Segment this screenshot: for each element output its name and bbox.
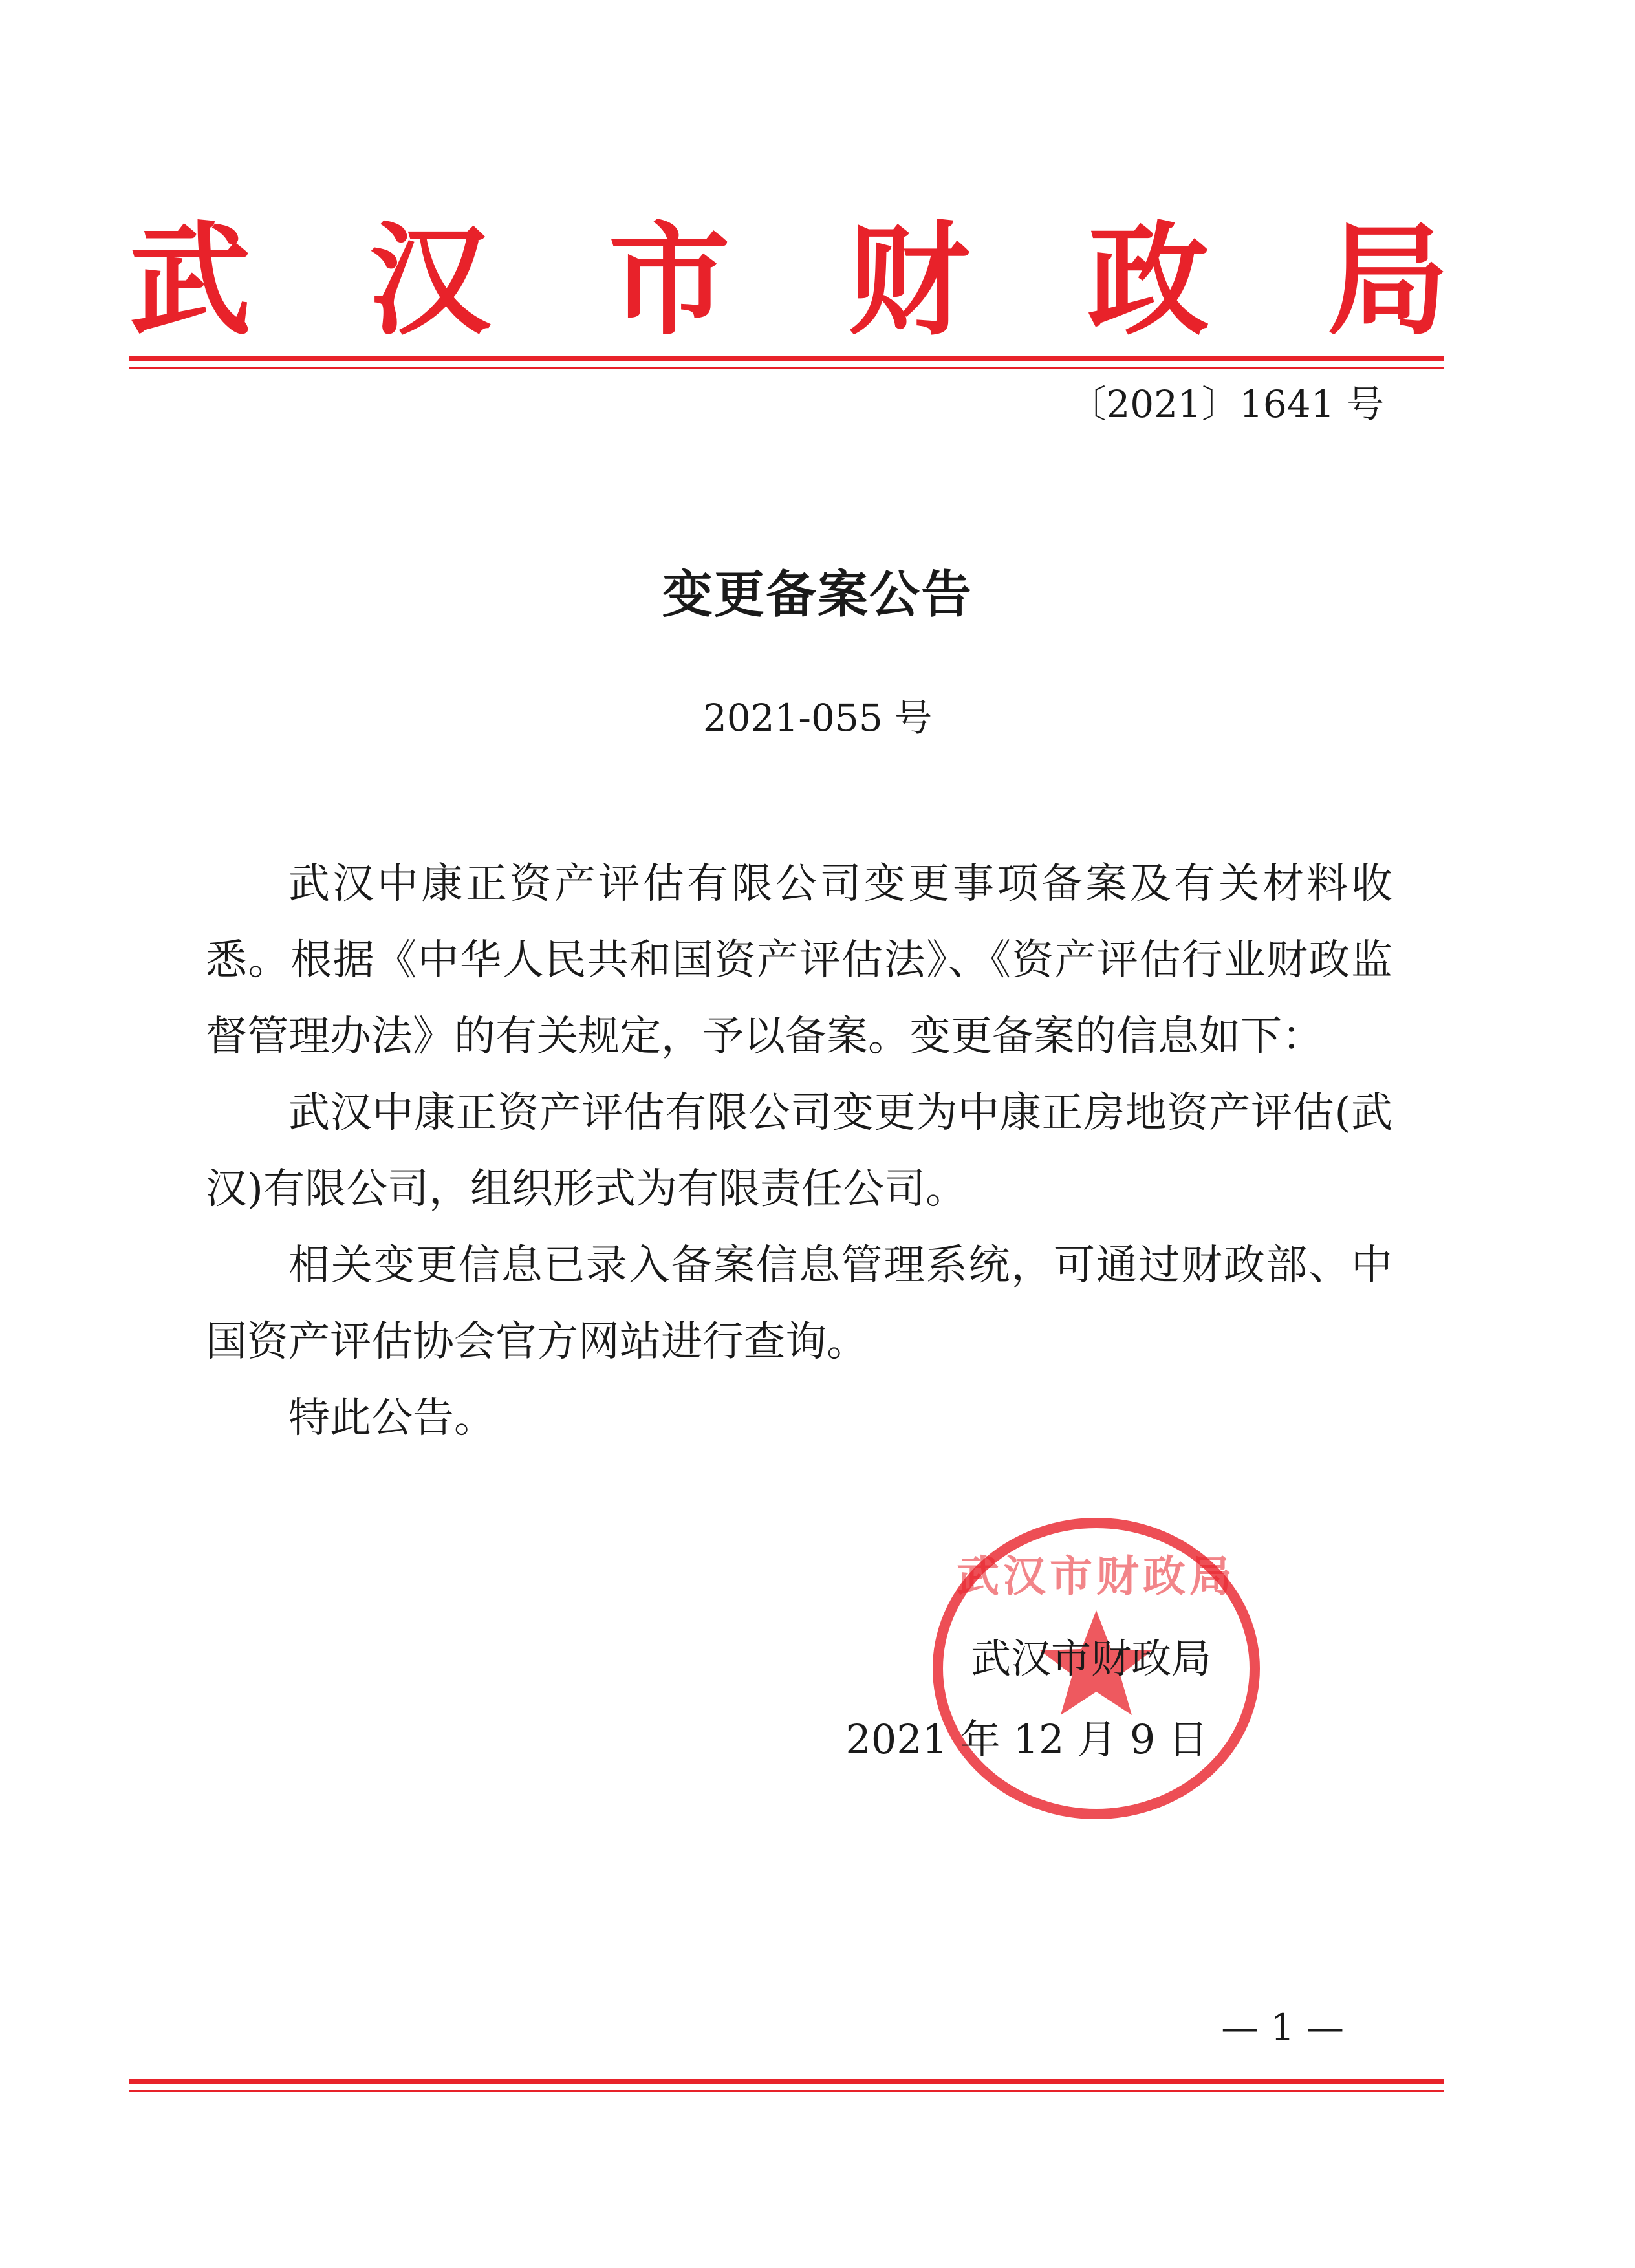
masthead-issuer: [129, 210, 1449, 352]
masthead-char: 市: [608, 210, 730, 352]
signer-name: 武汉市财政局: [970, 1635, 1211, 1682]
header-rule-thick: [129, 356, 1444, 361]
body-paragraph: 武汉中康正资产评估有限公司变更事项备案及有关材料收悉。根据《中华人民共和国资产评估法》、《资产评估行业财政监督管理办法》的有关规定，予以备案。变更备案的信息如下：: [206, 860, 1392, 1061]
notice-title: 变更备案公告: [662, 566, 973, 624]
footer-rule-thick: [129, 2079, 1444, 2084]
body-paragraph: 相关变更信息已录入备案信息管理系统，可通过财政部、中国资产评估协会官方网站进行查询。: [206, 1242, 1392, 1366]
document-number: 〔2021〕1641 号: [1068, 382, 1384, 426]
signature-date: 2021 年 12 月 9 日: [845, 1716, 1208, 1763]
page-number: — 1 —: [1221, 2005, 1344, 2049]
masthead-char: 武: [129, 210, 251, 352]
notice-body: [206, 846, 1392, 1456]
notice-number: 2021-055 号: [702, 696, 933, 740]
footer-rule-thin: [129, 2090, 1444, 2092]
masthead-char: 财: [848, 210, 970, 352]
masthead-char: 汉: [369, 210, 491, 352]
header-rule-thin: [129, 367, 1444, 369]
body-paragraph: 武汉中康正资产评估有限公司变更为中康正房地资产评估(武汉)有限公司，组织形式为有限责任公司。: [206, 1089, 1392, 1213]
masthead-char: 政: [1087, 210, 1209, 352]
masthead-char: 局: [1326, 210, 1449, 352]
body-paragraph: 特此公告。: [288, 1394, 495, 1442]
seal-text: 武汉市财政局: [957, 1551, 1236, 1601]
